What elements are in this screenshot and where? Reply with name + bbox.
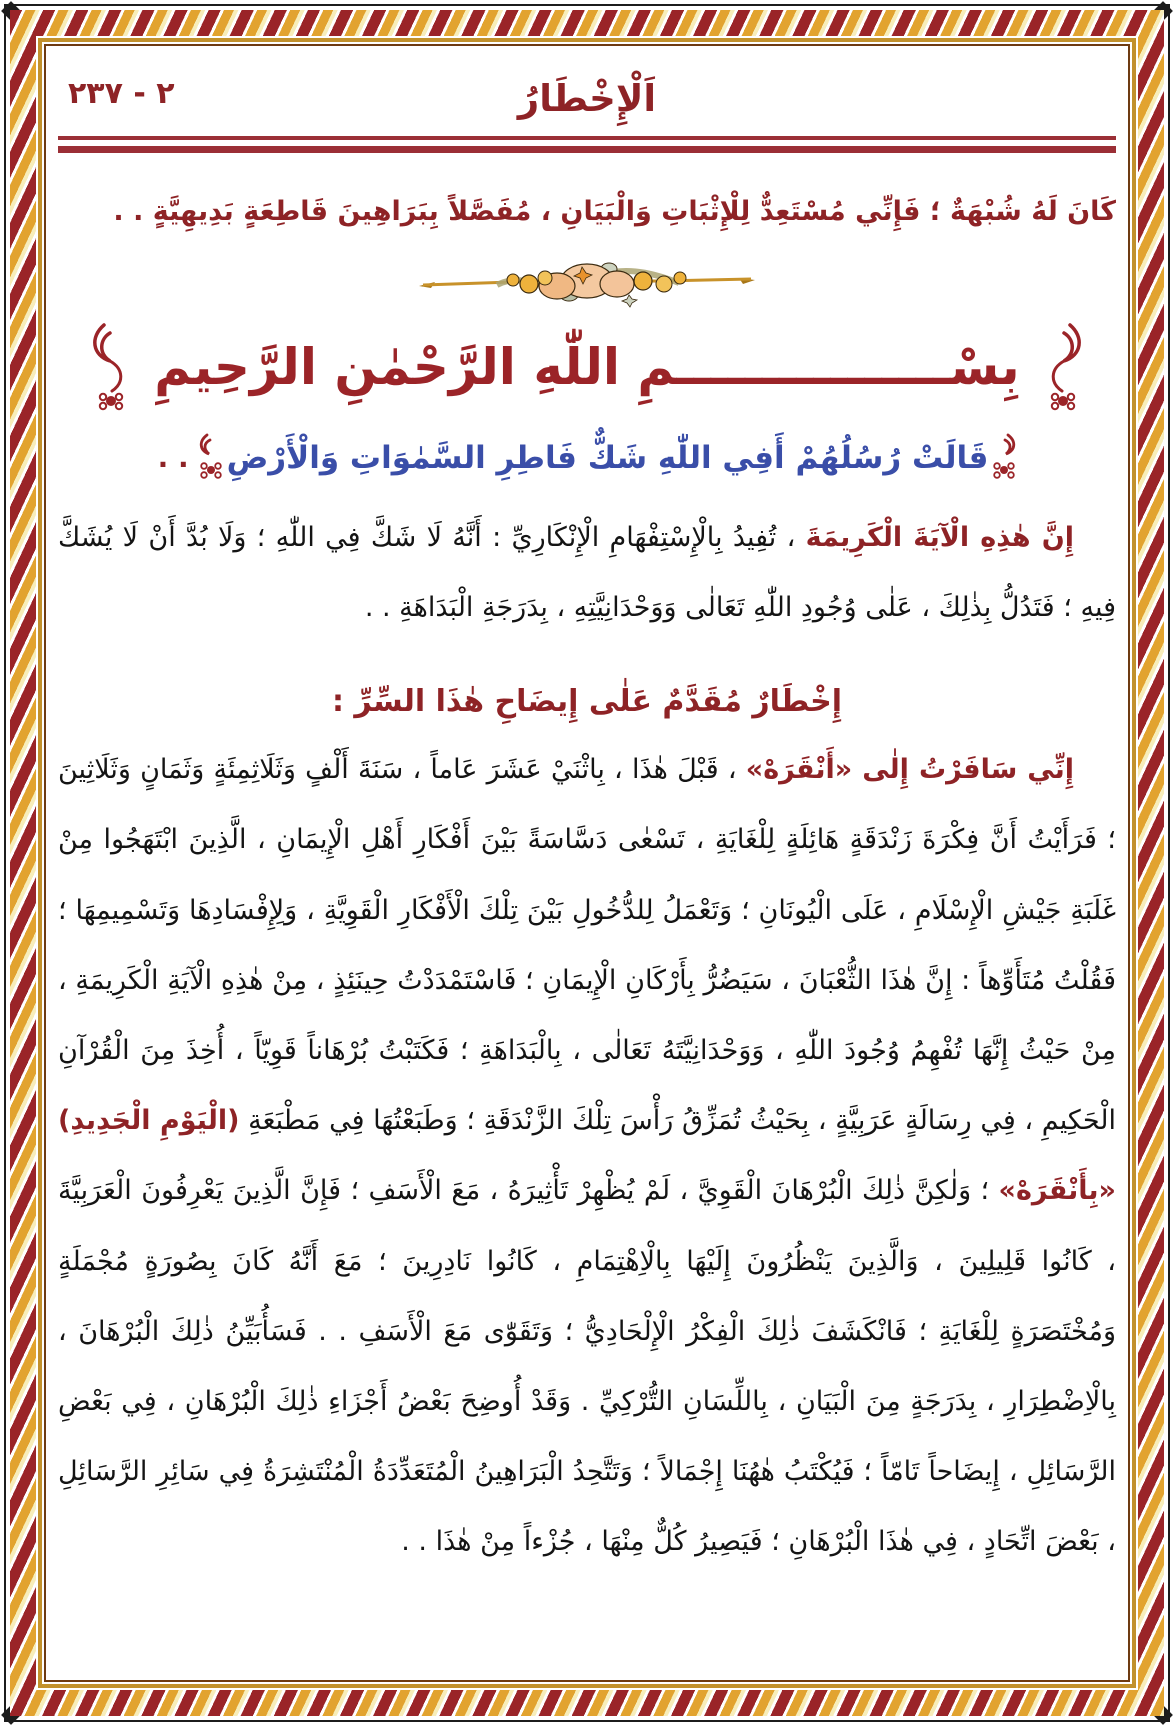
paragraph-verse-commentary	[58, 503, 1116, 643]
corner-diamond-icon	[1, 1, 21, 21]
verse-text: قَالَتْ رُسُلُهُمْ أَفِي اللّٰهِ شَكٌّ فَاطِرِ السَّمٰوَاتِ وَالْأَرْضِ	[226, 439, 989, 476]
verse-trailer-dots: . .	[157, 441, 189, 475]
basmala-text: بِسْــــــــــــــــمِ اللّٰهِ الرَّحْمٰنِ الرَّحِيمِ	[154, 337, 1020, 396]
verse-ornament-open-icon	[992, 433, 1016, 483]
page-number: ٢ - ٢٣٧	[68, 76, 175, 111]
paragraph2-highlight-red: (الْيَوْمِ الْجَدِيدِ) «بِأَنْقَرَهْ»	[58, 1105, 1116, 1207]
rule-thick	[58, 146, 1116, 153]
header-double-rule	[58, 136, 1116, 153]
page-content	[58, 52, 1116, 1674]
paragraph2-body2: ؛ وَلٰكِنَّ ذٰلِكَ الْبُرْهَانَ الْقَوِيَّ ، لَمْ يُظْهِرْ تَأْثِيرَهُ ، مَعَ الْأَسَفِ ؛ فَإِنَّ الَّذِينَ يَعْرِفُونَ الْعَرَبِيَّةَ ، كَانُوا قَلِيلِينَ ، وَالَّذِينَ يَنْظُرُونَ إِلَيْهَا بِالْاِهْتِمَامِ ، كَانُوا نَادِرِينَ ؛ مَعَ أَنَّهُ كَانَ بِصُورَةٍ مُجْمَلَةٍ وَمُخْتَصَرَةٍ لِلْغَايَةِ ؛ فَانْكَشَفَ ذٰلِكَ الْفِكْرُ الْإِلْحَادِيُّ ؛ وَتَقَوّٰى مَعَ الْأَسَفِ . . فَسَأُبَيِّنُ ذٰلِكَ الْبُرْهَانَ ، بِالْاِضْطِرَارِ ، بِدَرَجَةٍ مِنَ الْبَيَانِ ، بِاللِّسَانِ التُّرْكِيِّ . وَقَدْ أُوضِحَ بَعْضُ أَجْزَاءِ ذٰلِكَ الْبُرْهَانِ ، فِي بَعْضِ الرَّسَائِلِ ، إِيضَاحاً تَامّاً ؛ فَيُكْتَبُ هٰهُنَا إِجْمَالاً ؛ وَتَتَّحِدُ الْبَرَاهِينُ الْمُتَعَدِّدَةُ الْمُنْتَشِرَةُ فِي سَائِرِ الرَّسَائِلِ ، بَعْضَ اتِّحَادٍ ، فِي هٰذَا الْبُرْهَانِ ؛ فَيَصِيرُ كُلٌّ مِنْهَا ، جُزْءاً مِنْ هٰذَا . .	[58, 1175, 1116, 1558]
floral-divider-icon	[417, 257, 757, 309]
corner-diamond-icon	[1, 1705, 21, 1725]
basmala-ornament-left-icon	[90, 321, 132, 413]
rule-thin	[58, 136, 1116, 140]
paragraph-ankara-story	[58, 735, 1116, 1577]
floral-divider	[58, 257, 1116, 311]
paragraph2-lead-red: إِنِّي سَافَرْتُ إِلٰى «أَنْقَرَهْ»	[745, 754, 1074, 786]
section-heading: إِخْطَارٌ مُقَدَّمٌ عَلٰى إِيضَاحِ هٰذَا السِّرِّ :	[331, 684, 843, 720]
basmala-ornament-right-icon	[1042, 321, 1084, 413]
page-header	[58, 68, 1116, 130]
corner-diamond-icon	[1153, 1705, 1173, 1725]
paragraph1-lead-red: إِنَّ هٰذِهِ الْآيَةَ الْكَرِيمَةَ	[805, 521, 1074, 553]
verse-row	[58, 425, 1116, 491]
paragraph1-body: ، تُفِيدُ بِالْإِسْتِفْهَامِ الْإِنْكَارِيِّ : أَنَّهُ لَا شَكَّ فِي اللّٰهِ ؛ وَلَا بُدَّ أَنْ لَا يُشَكَّ فِيهِ ؛ فَتَدُلُّ بِذٰلِكَ ، عَلٰى وُجُودِ اللّٰهِ تَعَالٰى وَوَحْدَانِيَّتِهِ ، بِدَرَجَةِ الْبَدَاهَةِ . .	[58, 521, 1116, 624]
paragraph2-body1: ، قَبْلَ هٰذَا ، بِاثْنَيْ عَشَرَ عَاماً ، سَنَةَ أَلْفٍ وَثَلَاثِمِئَةٍ وَثَمَانٍ وَثَلَاثِينَ ؛ فَرَأَيْتُ أَنَّ فِكْرَةَ زَنْدَقَةٍ هَائِلَةٍ لِلْغَايَةِ ، تَسْعٰى دَسَّاسَةً بَيْنَ أَفْكَارِ أَهْلِ الْإِيمَانِ ، الَّذِينَ ابْتَهَجُوا مِنْ غَلَبَةِ جَيْشِ الْإِسْلَامِ ، عَلَى الْيُونَانِ ؛ وَتَعْمَلُ لِلدُّخُولِ بَيْنَ تِلْكَ الْأَفْكَارِ الْقَوِيَّةِ ، وَلِإِفْسَادِهَا وَتَسْمِيمِهَا ؛ فَقُلْتُ مُتَأَوِّهاً : إِنَّ هٰذَا الثُّعْبَانَ ، سَيَضُرُّ بِأَرْكَانِ الْإِيمَانِ ؛ فَاسْتَمْدَدْتُ حِينَئِذٍ ، مِنْ هٰذِهِ الْآيَةِ الْكَرِيمَةِ ، مِنْ حَيْثُ إِنَّهَا تُفْهِمُ وُجُودَ اللّٰهِ ، وَوَحْدَانِيَّتَهُ تَعَالٰى ، بِالْبَدَاهَةِ ؛ فَكَتَبْتُ بُرْهَاناً قَوِيّاً ، أُخِذَ مِنَ الْقُرْآنِ الْحَكِيمِ ، فِي رِسَالَةٍ عَرَبِيَّةٍ ، بِحَيْثُ تُمَزِّقُ رَأْسَ تِلْكَ الزَّنْدَقَةِ ؛ وَطَبَعْتُهَا فِي مَطْبَعَةِ	[58, 754, 1116, 1137]
verse-ornament-close-icon	[199, 433, 223, 483]
page-title: اَلْإِخْطَارُ	[517, 77, 657, 120]
continuation-line: كَانَ لَهُ شُبْهَةٌ ؛ فَإِنِّي مُسْتَعِدٌّ لِلْإِثْبَاتِ وَالْبَيَانِ ، مُفَصَّلاً بِبَرَاهِينَ قَاطِعَةٍ بَدِيهِيَّةٍ . .	[113, 196, 1116, 227]
basmala-row	[58, 315, 1116, 419]
corner-diamond-icon	[1153, 1, 1173, 21]
